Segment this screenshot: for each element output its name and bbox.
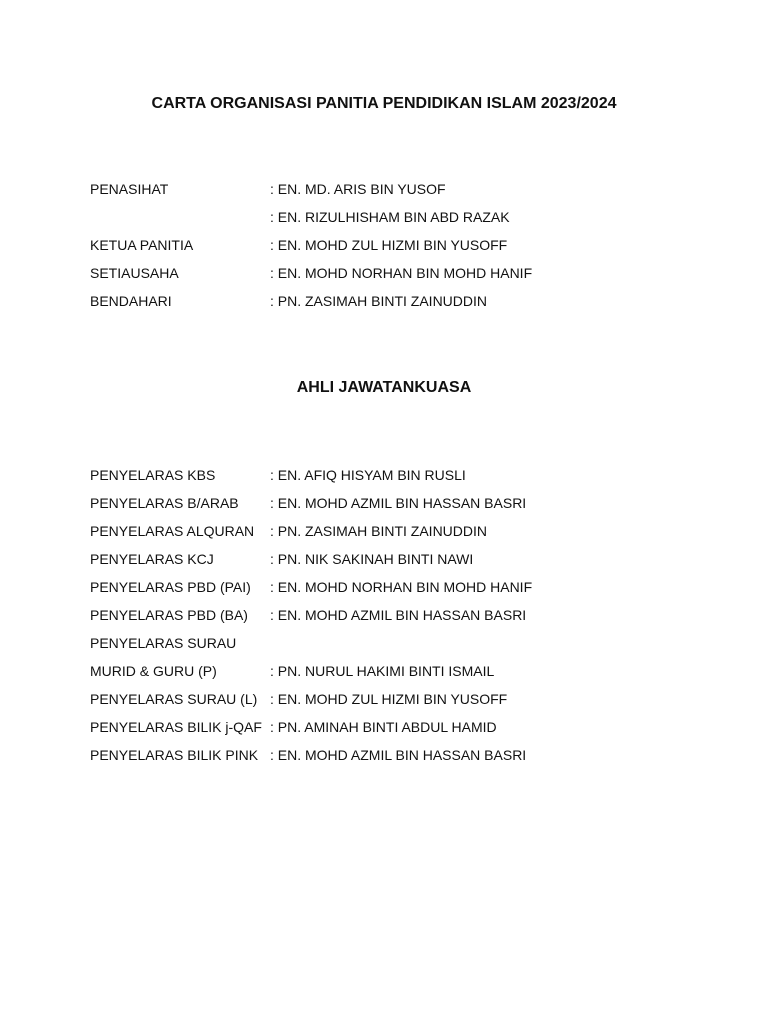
committee-name: : PN. NIK SAKINAH BINTI NAWI <box>270 551 474 567</box>
officer-row <box>90 264 730 292</box>
committee-row <box>90 690 730 718</box>
committee-list <box>90 466 730 774</box>
committee-name: : EN. MOHD NORHAN BIN MOHD HANIF <box>270 579 533 595</box>
officer-role <box>90 208 270 236</box>
committee-row <box>90 466 730 494</box>
officer-name: : EN. MD. ARIS BIN YUSOF <box>270 181 446 197</box>
officer-role: PENASIHAT <box>90 181 169 197</box>
document-title: CARTA ORGANISASI PANITIA PENDIDIKAN ISLAM 2023/2024 <box>151 95 617 112</box>
committee-role: PENYELARAS PBD (BA) <box>90 607 248 623</box>
committee-name: : PN. AMINAH BINTI ABDUL HAMID <box>270 719 497 735</box>
officer-name: : EN. MOHD ZUL HIZMI BIN YUSOFF <box>270 237 508 253</box>
committee-name: : EN. MOHD ZUL HIZMI BIN YUSOFF <box>270 691 508 707</box>
officer-role: SETIAUSAHA <box>90 265 179 281</box>
committee-row <box>90 718 730 746</box>
committee-name: : EN. AFIQ HISYAM BIN RUSLI <box>270 467 466 483</box>
officer-name: : PN. ZASIMAH BINTI ZAINUDDIN <box>270 293 488 309</box>
committee-name: : EN. MOHD AZMIL BIN HASSAN BASRI <box>270 747 527 763</box>
committee-name <box>270 634 730 662</box>
committee-role: PENYELARAS SURAU <box>90 635 237 651</box>
officer-role: BENDAHARI <box>90 293 172 309</box>
committee-role: PENYELARAS BILIK j-QAF <box>90 719 262 735</box>
committee-name: : PN. ZASIMAH BINTI ZAINUDDIN <box>270 523 488 539</box>
officer-row <box>90 208 730 236</box>
committee-role: PENYELARAS PBD (PAI) <box>90 579 251 595</box>
committee-name: : EN. MOHD AZMIL BIN HASSAN BASRI <box>270 495 527 511</box>
officer-role: KETUA PANITIA <box>90 237 194 253</box>
officer-name: : EN. RIZULHISHAM BIN ABD RAZAK <box>270 209 510 225</box>
committee-role: PENYELARAS ALQURAN <box>90 523 255 539</box>
committee-section-title: AHLI JAWATANKUASA <box>296 379 472 396</box>
committee-role: MURID & GURU (P) <box>90 663 217 679</box>
committee-role: PENYELARAS SURAU (L) <box>90 691 258 707</box>
officer-name: : EN. MOHD NORHAN BIN MOHD HANIF <box>270 265 533 281</box>
committee-role: PENYELARAS BILIK PINK <box>90 747 259 763</box>
committee-name: : PN. NURUL HAKIMI BINTI ISMAIL <box>270 663 495 679</box>
officers-list <box>90 180 730 320</box>
committee-role: PENYELARAS KCJ <box>90 551 214 567</box>
committee-row <box>90 662 730 690</box>
officer-row <box>90 236 730 264</box>
committee-row <box>90 746 730 774</box>
committee-row <box>90 578 730 606</box>
committee-row <box>90 606 730 634</box>
committee-name: : EN. MOHD AZMIL BIN HASSAN BASRI <box>270 607 527 623</box>
committee-row <box>90 634 730 662</box>
committee-row <box>90 494 730 522</box>
officer-row <box>90 292 730 320</box>
committee-row <box>90 550 730 578</box>
committee-row <box>90 522 730 550</box>
officer-row <box>90 180 730 208</box>
committee-role: PENYELARAS KBS <box>90 467 216 483</box>
committee-role: PENYELARAS B/ARAB <box>90 495 239 511</box>
